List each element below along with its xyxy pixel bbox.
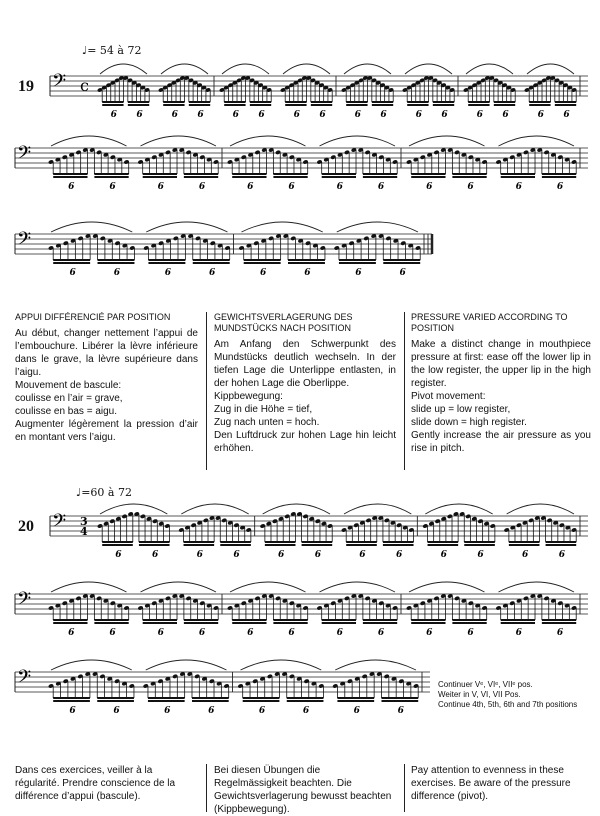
body-english: Make a distinct change in mouthpiece pressure at first: ease off the lower lip in the low register, the upper lip in the high register. Pivot movement: slide up = low register, slide down = high register. Gently increase the air pressure as you rise in pitch. [411, 339, 591, 454]
tempo-marking-20: ♩=60 à 72 [76, 486, 132, 499]
sextuplet-mark: 6 [477, 550, 484, 560]
sextuplet-mark: 6 [336, 628, 343, 638]
sextuplet-mark: 6 [399, 268, 406, 278]
sextuplet-mark: 6 [396, 550, 403, 560]
sextuplet-mark: 6 [302, 706, 310, 716]
sextuplet-mark: 6 [304, 268, 311, 278]
slur [51, 660, 132, 670]
slur [141, 136, 217, 146]
time-signature-bottom: 4 [80, 525, 88, 538]
slur [283, 64, 330, 74]
bass-clef-icon: 𝄢 [17, 229, 32, 254]
heading-french: APPUI DIFFÉRENCIÉ PAR POSITION [15, 312, 171, 322]
slur [466, 64, 513, 74]
slur [499, 582, 575, 592]
sextuplet-mark: 6 [556, 182, 564, 192]
footer-divider-1 [206, 764, 207, 812]
sextuplet-mark: 6 [467, 628, 474, 638]
sextuplet-mark: 6 [197, 110, 204, 120]
slur [51, 136, 127, 146]
time-signature-top: 3 [80, 515, 88, 528]
continue-note-french: Continuer Vᵉ, VIᵉ, VIIᵉ pos. [438, 680, 533, 689]
slur [146, 222, 227, 232]
slur [409, 582, 485, 592]
column-divider-1 [206, 312, 207, 470]
bass-clef-icon: 𝄢 [17, 667, 32, 692]
sextuplet-mark: 6 [440, 550, 447, 560]
footer-english: Pay attention to evenness in these exercises. Be aware of the pressure difference (pivot). [411, 765, 571, 802]
bass-clef-icon: 𝄢 [52, 511, 67, 536]
sextuplet-mark: 6 [521, 550, 529, 560]
slur [51, 582, 127, 592]
sextuplet-mark: 6 [164, 706, 171, 716]
sextuplet-mark: 6 [359, 550, 366, 560]
sextuplet-mark: 6 [563, 110, 570, 120]
continue-note-english: Continue 4th, 5th, 6th and 7th positions [438, 700, 578, 709]
heading-english: PRESSURE VARIED ACCORDING TO POSITION [411, 312, 568, 333]
sextuplet-mark: 6 [164, 268, 171, 278]
sextuplet-mark: 6 [113, 268, 121, 278]
continue-positions-note [438, 680, 598, 710]
bass-clef-icon: 𝄢 [17, 589, 32, 614]
slur [499, 136, 575, 146]
sextuplet-mark: 6 [515, 628, 522, 638]
slur [230, 136, 306, 146]
sextuplet-mark: 6 [109, 628, 116, 638]
sextuplet-mark: 6 [397, 706, 404, 716]
sextuplet-mark: 6 [109, 182, 116, 192]
sextuplet-mark: 6 [232, 110, 239, 120]
sextuplet-mark: 6 [68, 182, 75, 192]
sextuplet-mark: 6 [196, 550, 203, 560]
footer-french: Dans ces exercices, veiller à la régularité. Prendre conscience de la différence d’appui (bascule). [15, 765, 176, 802]
slur [409, 136, 485, 146]
footer-divider-2 [404, 764, 405, 812]
sextuplet-mark: 6 [441, 110, 448, 120]
slur [507, 504, 574, 514]
sextuplet-mark: 6 [69, 706, 76, 716]
slur [344, 504, 411, 514]
time-signature-common: c [80, 76, 89, 95]
slur [100, 64, 147, 74]
sextuplet-mark: 6 [288, 182, 295, 192]
sextuplet-mark: 6 [152, 550, 159, 560]
tempo-marking-19: ♩= 54 à 72 [82, 44, 142, 57]
sextuplet-mark: 6 [208, 706, 215, 716]
footer-german: Bei diesen Übungen die Regelmässigkeit beachten. Die Gewichtsverlagerung bewusst beachten (Kippbewegung). [214, 765, 392, 815]
exercise-number-19: 19 [18, 78, 34, 95]
sextuplet-mark: 6 [426, 182, 433, 192]
sextuplet-mark: 6 [336, 182, 343, 192]
slur [320, 582, 396, 592]
staff-19-system-1 [0, 56, 600, 126]
sextuplet-mark: 6 [354, 110, 361, 120]
sextuplet-mark: 6 [502, 110, 509, 120]
heading-german: GEWICHTSVERLAGERUNG DES MUNDSTÜCKS NACH POSITION [214, 312, 353, 333]
sextuplet-mark: 6 [136, 110, 143, 120]
sextuplet-mark: 6 [157, 628, 164, 638]
sextuplet-mark: 6 [319, 110, 326, 120]
staff-19-system-2 [0, 128, 600, 198]
sextuplet-mark: 6 [415, 110, 422, 120]
sextuplet-mark: 6 [277, 550, 285, 560]
sextuplet-mark: 6 [171, 110, 178, 120]
slur [527, 64, 574, 74]
sextuplet-mark: 6 [68, 628, 75, 638]
slur [263, 504, 330, 514]
slur [241, 660, 322, 670]
sextuplet-mark: 6 [515, 182, 522, 192]
sextuplet-mark: 6 [476, 110, 483, 120]
slur [181, 504, 248, 514]
sextuplet-mark: 6 [209, 268, 216, 278]
sextuplet-mark: 6 [198, 182, 206, 192]
sextuplet-mark: 6 [233, 550, 240, 560]
sextuplet-mark: 6 [537, 110, 544, 120]
body-french: Au début, changer nettement l’appui de l’embouchure. Libérer la lèvre inférieure dans le grave, la lèvre supérieure dans l’aigu. Mouvement de bascule: coulisse en l’air = grave, coulisse en bas = aigu. Augmenter légèrement la pression d’air en montant vers l’aigu. [15, 328, 198, 443]
sextuplet-mark: 6 [467, 182, 474, 192]
sextuplet-mark: 6 [198, 628, 206, 638]
sextuplet-mark: 6 [69, 268, 76, 278]
sextuplet-mark: 6 [247, 628, 254, 638]
bass-clef-icon: 𝄢 [17, 143, 32, 168]
body-german: Am Anfang den Schwerpunkt des Mundstücks deutlich wechseln. In der tiefen Lage die Unterlippe entlasten, in der hohen Lage die Oberlippe. Kippbewegung: Zug in die Höhe = tief, Zug nach unten = hoch. Den Luftdruck zur hohen Lage hin leicht erhöhen. [214, 339, 396, 454]
exercise-number-20: 20 [18, 518, 34, 535]
slur [51, 222, 132, 232]
slur [146, 660, 227, 670]
staff-19-system-3 [0, 214, 600, 284]
slur [161, 64, 208, 74]
slur [344, 64, 391, 74]
sextuplet-mark: 6 [157, 182, 164, 192]
sextuplet-mark: 6 [113, 706, 120, 716]
slur [242, 222, 323, 232]
slur [100, 504, 167, 514]
slur [337, 222, 418, 232]
staff-20-system-2 [0, 574, 600, 644]
staff-20-system-1 [0, 496, 600, 566]
column-divider-2 [404, 312, 405, 470]
column-english [411, 312, 591, 455]
sextuplet-mark: 6 [314, 550, 321, 560]
sextuplet-mark: 6 [288, 628, 295, 638]
sextuplet-mark: 6 [426, 628, 433, 638]
slur [425, 504, 492, 514]
slur [405, 64, 452, 74]
sextuplet-mark: 6 [258, 706, 266, 716]
slur [335, 660, 416, 670]
slur [320, 136, 396, 146]
sextuplet-mark: 6 [259, 268, 267, 278]
continue-note-german: Weiter in V, VI, VII Pos. [438, 690, 521, 699]
sextuplet-mark: 6 [380, 110, 387, 120]
sextuplet-mark: 6 [247, 182, 254, 192]
slur [230, 582, 306, 592]
bass-clef-icon: 𝄢 [52, 71, 67, 96]
column-german [214, 312, 396, 455]
sextuplet-mark: 6 [115, 550, 122, 560]
sextuplet-mark: 6 [110, 110, 117, 120]
sextuplet-mark: 6 [377, 628, 385, 638]
sextuplet-mark: 6 [355, 268, 362, 278]
sextuplet-mark: 6 [558, 550, 565, 560]
sextuplet-mark: 6 [258, 110, 265, 120]
column-french [15, 312, 198, 444]
slur [222, 64, 269, 74]
sextuplet-mark: 6 [293, 110, 300, 120]
slur [141, 582, 217, 592]
sextuplet-mark: 6 [353, 706, 360, 716]
sextuplet-mark: 6 [377, 182, 385, 192]
sextuplet-mark: 6 [556, 628, 564, 638]
